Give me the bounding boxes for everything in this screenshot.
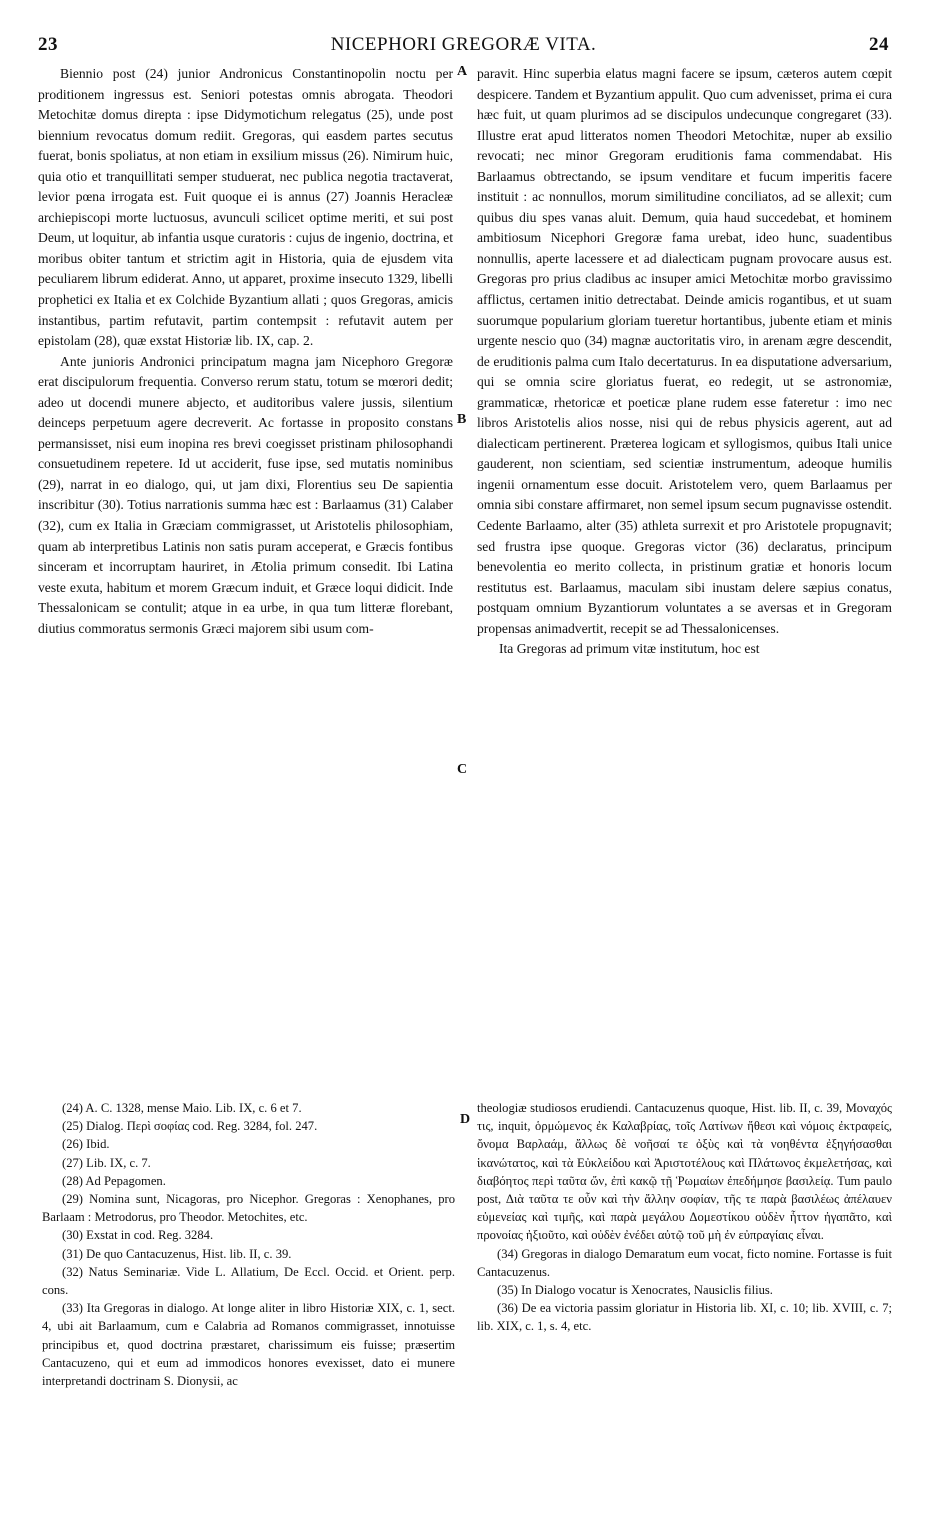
footnote-continued: theologiæ studiosos erudiendi. Cantacuzenus quoque, Hist. lib. II, c. 39, Μοναχός τις, inquit, ὁρμώμενος ἐκ Καλαβρίας, τοῖς Λατίνων ἤθεσι καὶ νόμοις ἐκτραφείς, ὄνομα Βαρλαάμ, ἄλλως δὲ νοῆσαί τε ὀξὺς καὶ τὰ νοηθέντα ἐξηγήσασθαι ἱκανώτατος, καὶ τὰ Εὐκλείδου καὶ Ἀριστοτέλους καὶ Πλάτωνος ἐκμελετήσας, καὶ διαβόητος περὶ ταῦτα ὤν, ἐπὶ κακῷ τῇ Ῥωμαίων ἐπεδήμησε βασιλείᾳ. Tum paulo post, Διὰ ταῦτα τε οὖν καὶ τὴν ἄλλην σοφίαν, τῆς τε παρὰ βασιλέως ἀπέλαυεν εὐμενείας καὶ τιμῆς, καὶ παρὰ μεγάλου Δομεστίκου οὐδὲν ἧττον ἠγαπᾶτο, καὶ προνοίας ἠξιοῦτο, καὶ οὐδὲν ἐνέδει αὐτῷ τοῦ μὴ ἐν εὐπραγίαις εἶναι. [477,1101,892,1243]
footnote: (28) Ad Pepagomen. [62,1173,166,1188]
left-paragraph-2: Ante junioris Andronici principatum magna jam Nicephoro Gregoræ erat discipulorum frequentia. Converso rerum statu, totum se mœrori dedit; adeo ut docendi munere abjecto, et auditoribus valere jussis, silentium deinceps perpetuum agere decreverit. Ac fortasse in proposito constans permansisset, nisi eum inopina res brevi coegisset pristinam philosophandi consuetudinem repetere. Id ut acciderit, fuse ipse, sed mutatis nominibus (29), narrat in eo dialogo, qui, ut jam dixi, Florentius seu De sapientia inscribitur (30). Totius narrationis summa hæc est : Barlaamus (31) Calaber (32), cum ex Italia in Græciam commigrasset, ut Aristotelis philosophiam, quam ab interpretibus Latinis non satis puram acceperat, e Græcis fontibus sinceram et incorruptam hauriret, in Ætolia primum consedit. Ibi Latina veste exuta, habitum et morem Græcum induit, et Græce loqui didicit. Inde Thessalonicam se contulit; atque in ea urbe, in qua tum litteræ florebant, diutius commoratus sermonis Græci majorem sibi usum com- [38,353,453,636]
footnotes-left [42,1099,455,1390]
right-paragraph-2: Ita Gregoras ad primum vitæ institutum, hoc est [499,641,760,657]
margin-marker-d: D [460,1112,471,1127]
page-number-right: 24 [869,34,889,55]
footnote: (31) De quo Cantacuzenus, Hist. lib. II, c. 39. [62,1246,292,1261]
footnote: (27) Lib. IX, c. 7. [62,1155,151,1170]
page-title: NICEPHORI GREGORÆ VITA. [330,34,597,55]
margin-marker-b: B [457,412,467,427]
margin-marker-c: C [457,762,468,777]
footnote: (26) Ibid. [62,1137,110,1152]
footnote: (25) Dialog. Περὶ σοφίας cod. Reg. 3284, fol. 247. [62,1119,318,1134]
footnote: (24) A. C. 1328, mense Maio. Lib. IX, c. 6 et 7. [62,1101,302,1115]
right-column [477,64,892,660]
footnote: (32) Natus Seminariæ. Vide L. Allatium, De Eccl. Occid. et Orient. perp. cons. [42,1264,455,1298]
footnote: (34) Gregoras in dialogo Demaratum eum vocat, ficto nomine. Fortasse is fuit Cantacuzenus. [477,1246,892,1279]
left-column [38,64,453,639]
footnote: (33) Ita Gregoras in dialogo. At longe aliter in libro Historiæ XIX, c. 1, sect. 4, ubi ait Barlaamum, cum e Calabria ad Romanos commigrasset, innotuisse principibus et, quod doctrina præstaret, charissimum eis fuisse; præsertim Cantacuzeno, qui et eum ad immodicos honores evexisset, dato ei munere interpretandi doctrinam S. Dionysii, ac [42,1301,455,1389]
footnote: (29) Nomina sunt, Nicagoras, pro Nicephor. Gregoras : Xenophanes, pro Barlaam : Metrodorus, pro Theodor. Metochites, etc. [42,1192,455,1225]
footnote: (30) Exstat in cod. Reg. 3284. [62,1228,214,1243]
footnote: (36) De ea victoria passim gloriatur in Historia lib. XI, c. 10; lib. XVIII, c. 7; lib. XIX, c. 1, s. 4, etc. [477,1301,892,1334]
footnotes-right [477,1099,892,1336]
running-head [38,34,889,60]
page-number-left: 23 [38,34,58,55]
right-paragraph-1: paravit. Hinc superbia elatus magni facere se ipsum, cæteros autem cœpit despicere. Tandem et Byzantium appulit. Quo cum advenisset, prima ei cura hæc fuit, ut quam plurimos ad se discipulos undecunque congregaret (33). Illustre erat apud litteratos nomen Theodori Metochitæ, nuper ab exsilio revocati; nec minor Gregoram eruditionis fama commendabat. His Barlaamus obtrectando, se ipsum venditare et fucum imperitis facere instituit : ac nonnullos, morum similitudine conciliatos, ad se allexit; cum quibus diu spes vanas aluit. Demum, quia haud succedebat, et hominem ambitiosum Nicephori Gregoræ fama urebat, ideo hunc, suadentibus nonnullis, aperte lacessere et ad dialecticam pugnam provocare ausus est. Gregoras pro prius cladibus ac insuper amici Metochitæ morbo gravissimo afflictus, certamen initio detrectabat. Deinde amicis rogantibus, et ut suam suorumque popularium gloriam tueretur hortantibus, jubente etiam et minis urgente nescio quo (34) magnæ auctoritatis viro, in arenam ægre descendit, de eruditionis palma cum Italo decertaturus. In ea disputatione adversarium, qui se omnia scire gloriatus fuerat, eo redegit, ut se astronomiæ, grammaticæ, rhetoricæ et poeticæ plane rudem esse fateretur : imo nec libros Aristotelis alios nosse, nisi qui de rebus physicis agerent, aut ad dialecticam pertinerent. Præterea logicam et syllogismos, quibus Itali unice gauderent, non scientiam, sed scientiæ instrumentum, adeoque humilis ingenii ornamentum esse docuit. Aristotelem vero, quem Barlaamus per omnia sibi constare affirmaret, non semel ipsum secum pugnavisse ostendit. Cedente Barlaamo, alter (35) athleta surrexit et pro Aristotele propugnavit; sed frustra ipse quoque. Gregoras victor (36) declaratus, principum benevolentia eo merito collecta, in pristinum gratiæ et honoris locum restitutus est. Barlaamus, maculam sibi inustam delere sæpius conatus, postquam omnium Byzantiorum voluntates a se aversas et in Gregoram propensas animadvertit, recepit se ad Thessalonicenses. [477,66,892,636]
footnote: (35) In Dialogo vocatur is Xenocrates, Nausiclis filius. [497,1283,773,1298]
margin-marker-a: A [457,64,468,79]
left-paragraph-1: Biennio post (24) junior Andronicus Constantinopolin noctu per proditionem ingressus est. Seniori potestas omnis abrogata. Theodori Metochitæ domus direpta : ipse Didymotichum relegatus (25), unde post biennium revocatus domum rediit. Gregoras, qui easdem partes secutus fuerat, bonis spoliatus, at non etiam in exsilium missus (26). Nimirum huic, quia otio et tranquillitati semper studuerat, nec publica negotia tractaverat, levior pœna irrogata est. Fuit quoque ei is annus (27) Joannis Heracleæ archiepiscopi morte luctuosus, avunculi scilicet optime meriti, et sui post Deum, ut loquitur, ab infantia usque curatoris : cujus de ingenio, doctrina, et moribus obiter tantum et strictim agit in Historia, quia de ejusdem vita peculiarem librum ediderat. Anno, ut apparet, proxime insecuto 1329, libelli prophetici ex Italia et ex Colchide Byzantium allati ; quos Gregoras, amicis instantibus, partim refutavit, partim contempsit : refutavit autem per epistolam (28), quæ exstat Historiæ lib. IX, cap. 2. [38,66,453,349]
